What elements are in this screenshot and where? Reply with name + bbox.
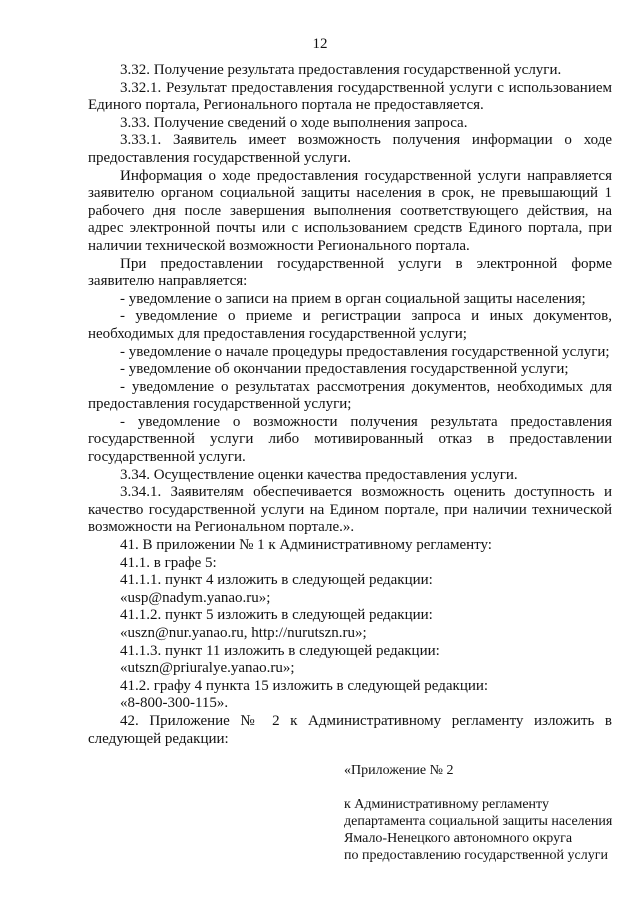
appendix-header bbox=[344, 762, 614, 864]
email-value: «uszn@nur.yanao.ru, http://nurutszn.ru»; bbox=[120, 625, 367, 641]
appendix-line: департамента социальной защиты населения bbox=[344, 814, 613, 829]
paragraph: 42. Приложение № 2 к Административному регламенту изложить в следующей редакции: bbox=[88, 712, 612, 747]
email-value: «utszn@priuralye.yanao.ru»; bbox=[120, 660, 295, 677]
paragraph: 3.34.1. Заявителям обеспечивается возможность оценить доступность и качество государственной услуги на Едином портале, при наличии технической возможности на Региональном портале.». bbox=[88, 484, 612, 536]
paragraph: При предоставлении государственной услуги в электронной форме заявителю направляется: bbox=[88, 255, 612, 290]
list-item: - уведомление о приеме и регистрации запроса и иных документов, необходимых для предоставления государственной услуги; bbox=[88, 308, 612, 342]
paragraph: 3.33.1. Заявитель имеет возможность получения информации о ходе предоставления государственной услуги. bbox=[88, 132, 612, 166]
paragraph: 3.33. Получение сведений о ходе выполнения запроса. bbox=[120, 114, 468, 131]
phone-value: «8-800-300-115». bbox=[120, 695, 229, 712]
list-item: - уведомление об окончании предоставления государственной услуги; bbox=[120, 361, 569, 378]
appendix-title: «Приложение № 2 bbox=[344, 763, 454, 778]
paragraph: 3.32.1. Результат предоставления государственной услуги с использованием Единого портала, Регионального портала не предоставляется. bbox=[88, 79, 612, 114]
appendix-line: по предоставлению государственной услуги bbox=[344, 848, 608, 863]
document-body bbox=[88, 62, 612, 748]
paragraph: 41.1.2. пункт 5 изложить в следующей редакции: bbox=[120, 607, 433, 624]
appendix-line: Ямало-Ненецкого автономного округа bbox=[344, 831, 573, 846]
email-value: «usp@nadym.yanao.ru»; bbox=[120, 589, 271, 606]
list-item: - уведомление о записи на прием в орган социальной защиты населения; bbox=[120, 290, 586, 307]
paragraph: 41.1. в графе 5: bbox=[120, 554, 217, 571]
list-item: - уведомление о результатах рассмотрения документов, необходимых для предоставления государственной услуги; bbox=[88, 378, 612, 413]
list-item: - уведомление о начале процедуры предоставления государственной услуги; bbox=[120, 343, 610, 360]
paragraph: 41. В приложении № 1 к Административному регламенту: bbox=[120, 537, 492, 554]
paragraph: 3.34. Осуществление оценки качества предоставления услуги. bbox=[120, 466, 518, 483]
paragraph: 41.2. графу 4 пункта 15 изложить в следующей редакции: bbox=[120, 677, 489, 694]
list-item: - уведомление о возможности получения результата предоставления государственной услуги либо мотивированный отказ в предоставлении государственной услуги. bbox=[88, 413, 612, 466]
paragraph: 41.1.3. пункт 11 изложить в следующей редакции: bbox=[120, 642, 440, 659]
paragraph: 3.32. Получение результата предоставления государственной услуги. bbox=[120, 62, 562, 78]
page-number: 12 bbox=[312, 36, 328, 52]
paragraph: Информация о ходе предоставления государственной услуги направляется заявителю органом социальной защиты населения в срок, не превышающий 1 рабочего дня после завершения выполнения соответствующего действия, на адрес электронной почты или с использованием средств Единого портала, при наличии технической возможности Регионального портала. bbox=[88, 167, 612, 254]
appendix-line: к Административному регламенту bbox=[344, 797, 549, 812]
paragraph: 41.1.1. пункт 4 изложить в следующей редакции: bbox=[120, 572, 433, 589]
